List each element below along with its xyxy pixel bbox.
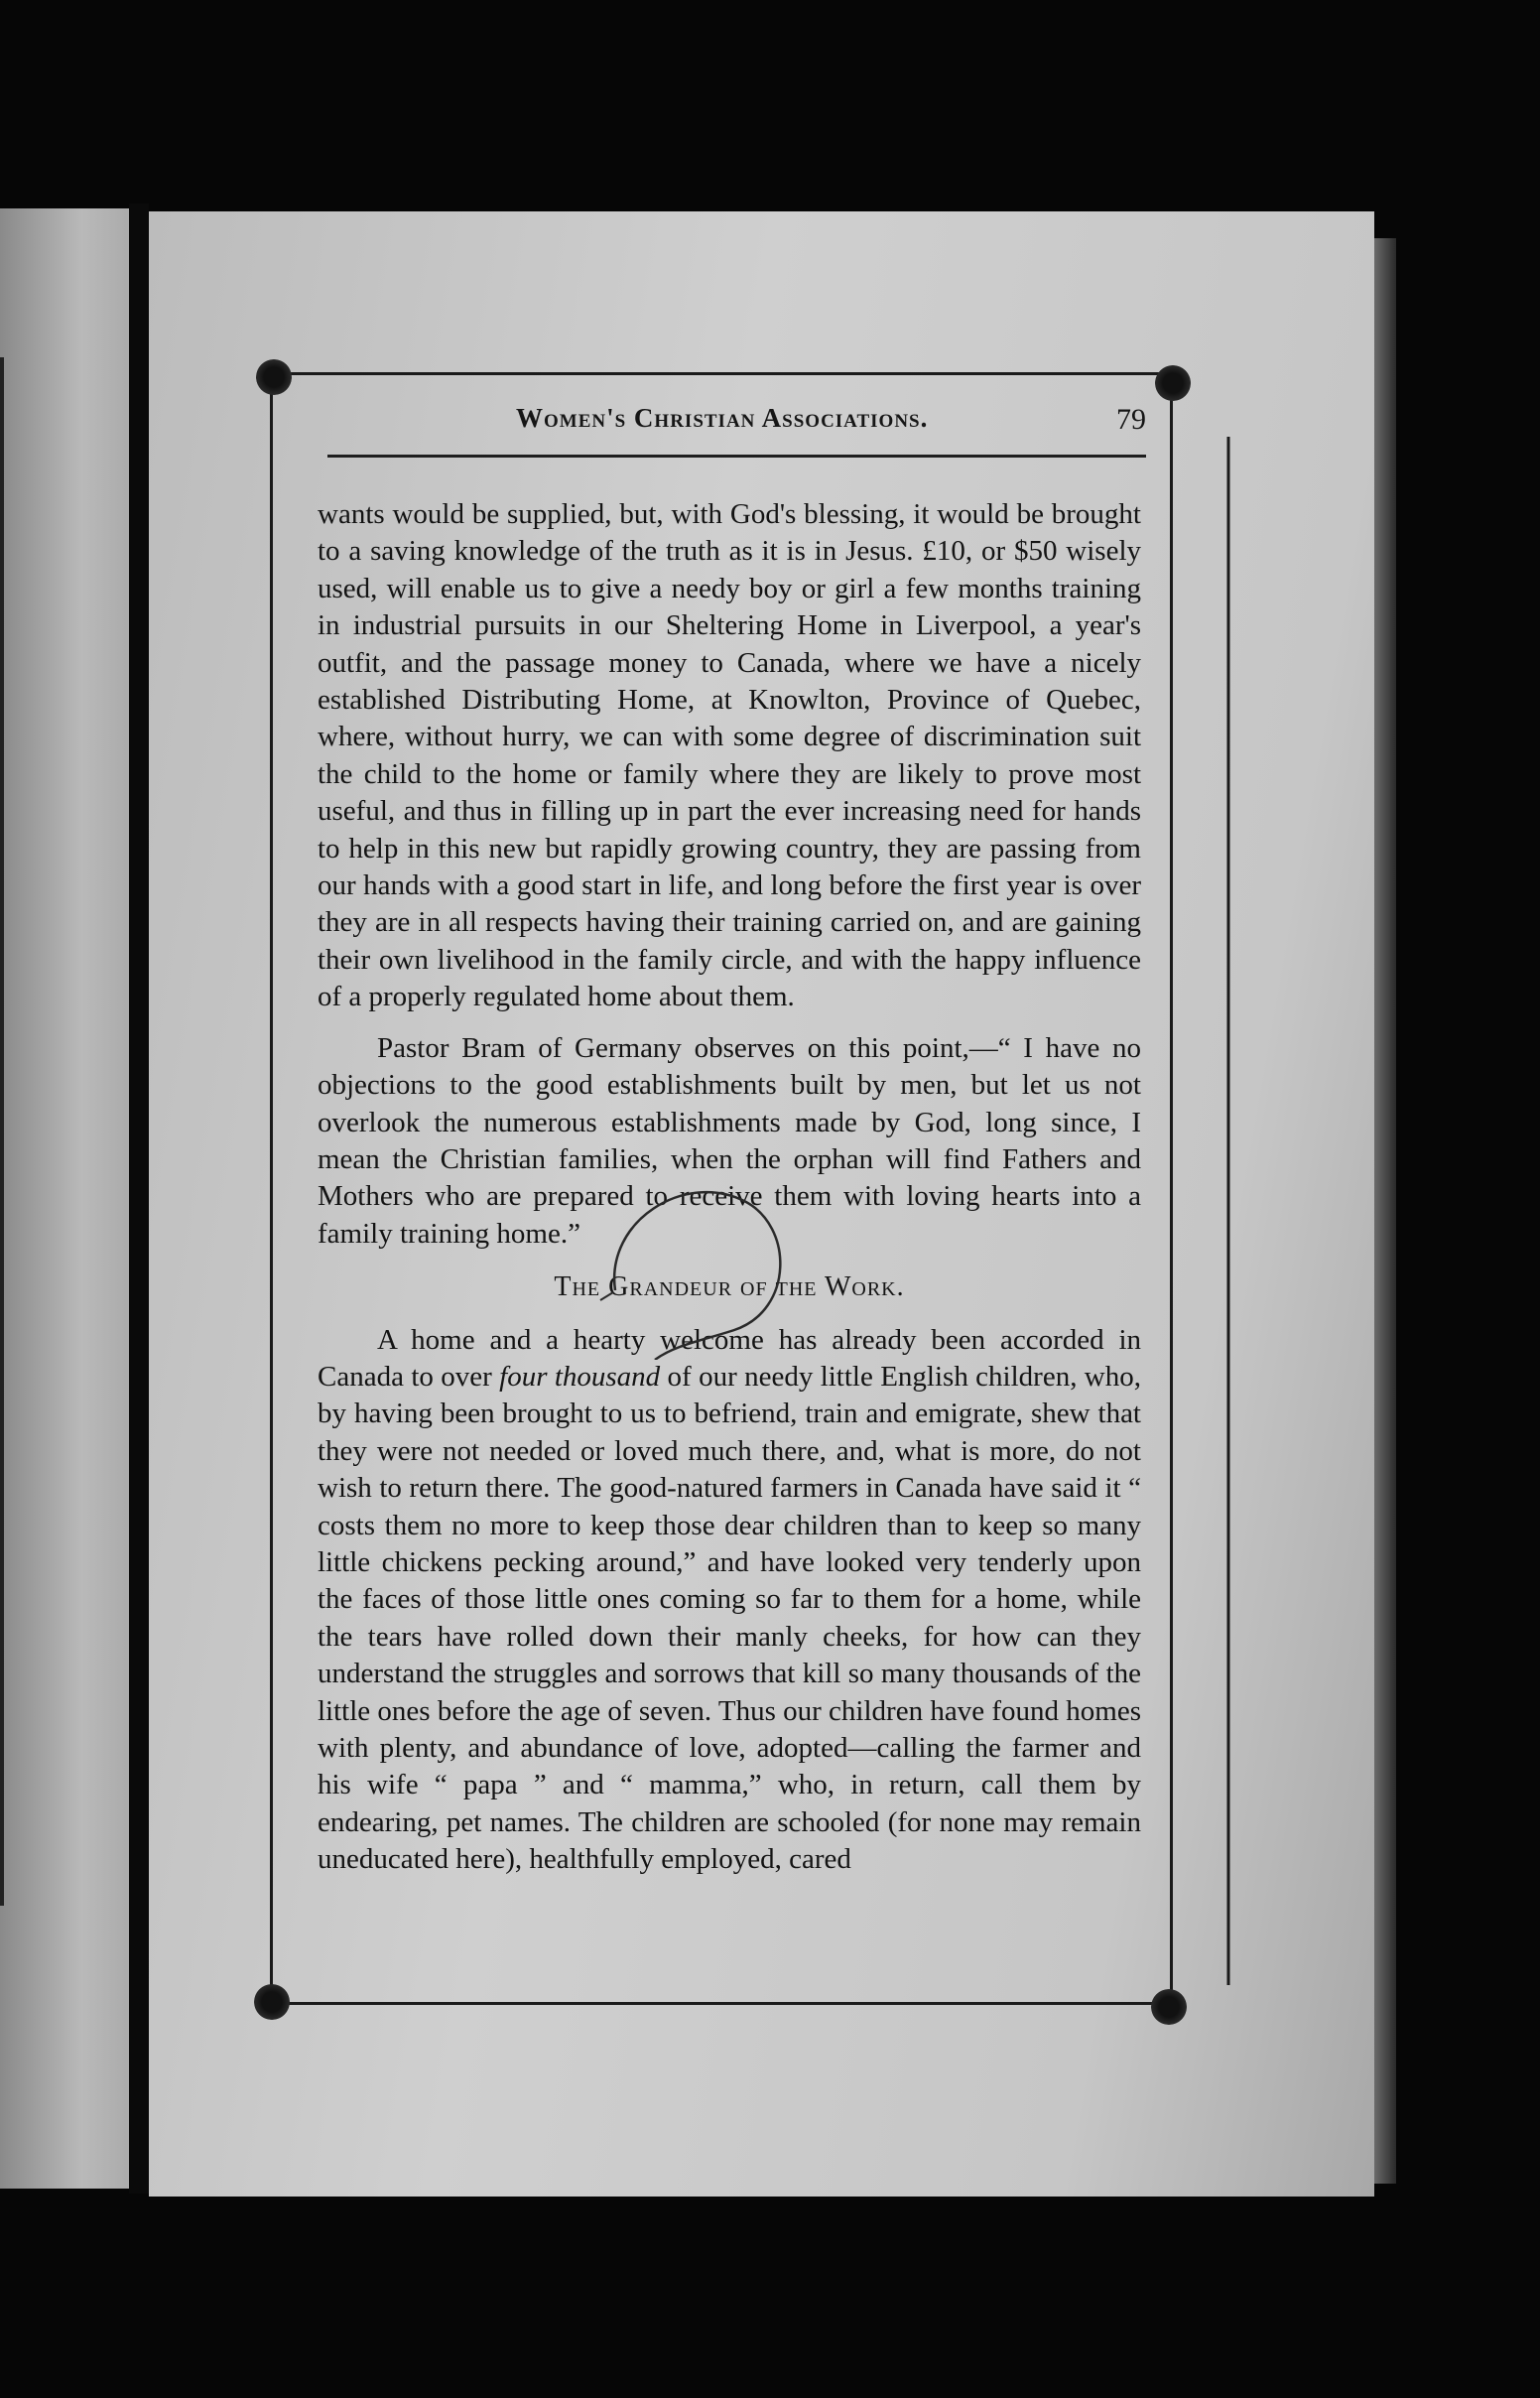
paragraph — [318, 1322, 1141, 1879]
running-title: Women's Christian Associations. — [516, 403, 929, 433]
corner-ornament-icon — [1155, 365, 1191, 401]
page-fore-edge — [1374, 238, 1396, 2184]
paragraph-text: A home and a hearty welcome has already been accorded in Canada to over — [318, 1323, 1141, 1393]
book-gutter — [129, 203, 149, 2194]
margin-marks — [1219, 417, 1238, 2005]
pencil-annotation-circle — [595, 1161, 804, 1360]
emphasis-text: four thousand — [499, 1360, 661, 1393]
header-rule — [327, 455, 1146, 458]
previous-page-edge — [0, 208, 137, 2189]
previous-page-frame-rule — [0, 357, 4, 1906]
corner-ornament-icon — [1151, 1989, 1187, 2025]
running-head — [327, 397, 1146, 447]
paragraph-text: of our needy little English children, who, by having been brought to us to befriend, train and emigrate, shew that they were not needed or loved much there, and, what is more, do not wish to return there. The good-natured farmers in Canada have said it “ costs them no more to keep those dear children than to keep so many little chickens pecking around,” and have looked very tenderly upon the faces of those little ones coming so far to them for a home, while the tears have rolled down their manly cheeks, for how can they understand the struggles and sorrows that kill so many thousands of the little ones before the age of seven. Thus our children have found homes with plenty, and abundance of love, adopted—calling the farmer and his wife “ papa ” and “ mamma,” who, in return, call them by endearing, pet names. The children are schooled (for none may remain uneducated here), healthfully employed, cared — [318, 1360, 1141, 1876]
paragraph: Pastor Bram of Germany observes on this point,—“ I have no objections to the good establishments built by men, but let us not overlook the numerous establishments made by God, long since, I mean the Christian families, when the orphan will find Fathers and Mothers who are prepared to receive them with loving hearts into a family training home.” — [318, 1031, 1141, 1250]
corner-ornament-icon — [254, 1984, 290, 2020]
page-number: 79 — [1116, 403, 1146, 436]
corner-ornament-icon — [256, 359, 292, 395]
section-title: The Grandeur of the Work. — [554, 1271, 905, 1303]
paragraph: wants would be supplied, but, with God's blessing, it would be brought to a saving knowledge of the truth as it is in Jesus. £10, or $50 wisely used, will enable us to give a needy boy or girl a few months training in industrial pursuits in our Sheltering Home in Liverpool, a year's outfit, and the passage money to Canada, where we have a nicely established Distributing Home, at Knowlton, Province of Quebec, where, without hurry, we can with some degree of discrimination suit the child to the home or family where they are likely to prove most useful, and thus in filling up in part the ever increasing need for hands to help in this new but rapidly growing country, they are passing from our hands with a good start in life, and long before the first year is over they are in all respects having their training carried on, and are gaining their own livelihood in the family circle, and with the happy influence of a properly regulated home about them. — [318, 498, 1141, 1013]
